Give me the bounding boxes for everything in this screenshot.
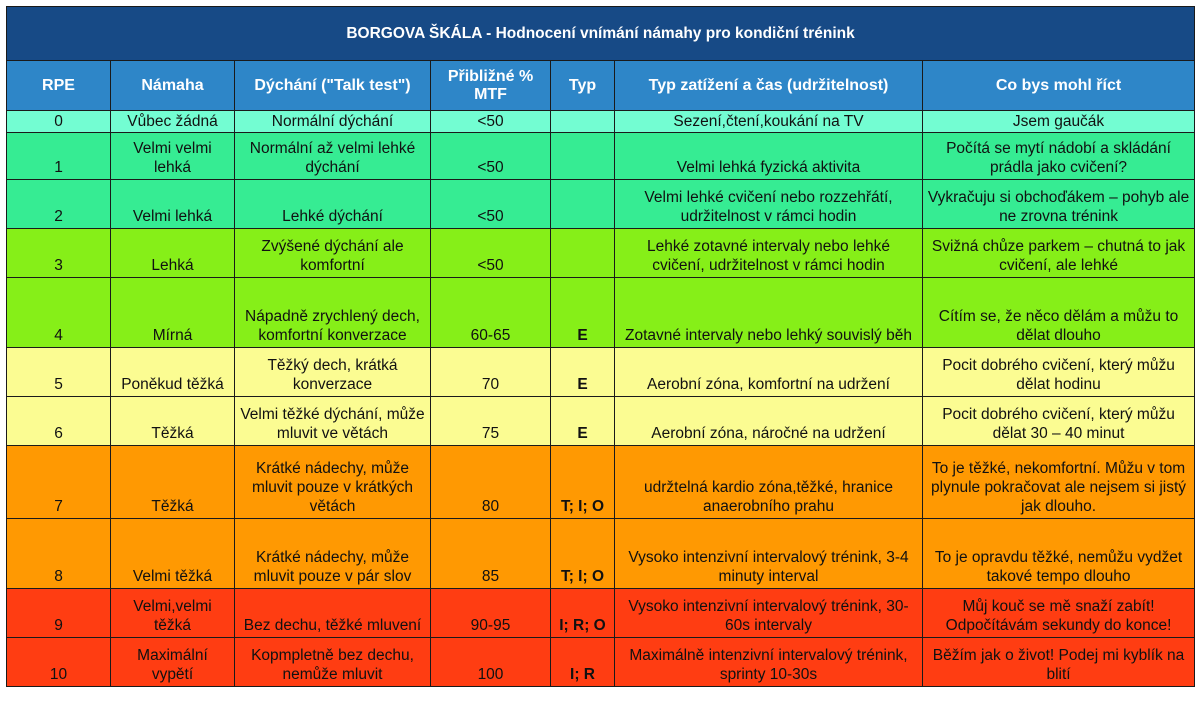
cell-namaha: Velmi,velmi těžká (111, 589, 235, 638)
cell-namaha: Lehká (111, 229, 235, 278)
cell-typ: E (551, 348, 615, 397)
table-row (7, 446, 1195, 519)
header-rpe: RPE (7, 61, 111, 111)
cell-mtf: 90-95 (431, 589, 551, 638)
cell-dychani: Krátké nádechy, může mluvit pouze v krátkých větách (235, 446, 431, 519)
cell-typ (551, 133, 615, 180)
cell-rpe: 6 (7, 397, 111, 446)
table-row (7, 180, 1195, 229)
table-row (7, 278, 1195, 348)
cell-mtf: 80 (431, 446, 551, 519)
cell-rict: Svižná chůze parkem – chutná to jak cvičení, ale lehké (923, 229, 1195, 278)
cell-rict: Počítá se mytí nádobí a skládání prádla jako cvičení? (923, 133, 1195, 180)
cell-rpe: 0 (7, 111, 111, 133)
cell-rpe: 10 (7, 638, 111, 687)
cell-dychani: Nápadně zrychlený dech, komfortní konverzace (235, 278, 431, 348)
cell-rpe: 9 (7, 589, 111, 638)
cell-typ: T; I; O (551, 519, 615, 589)
cell-typ: E (551, 397, 615, 446)
cell-dychani: Velmi těžké dýchání, může mluvit ve větách (235, 397, 431, 446)
cell-mtf: <50 (431, 133, 551, 180)
cell-namaha: Vůbec žádná (111, 111, 235, 133)
cell-typ: T; I; O (551, 446, 615, 519)
cell-rpe: 4 (7, 278, 111, 348)
borg-scale-table (6, 6, 1195, 687)
cell-rpe: 1 (7, 133, 111, 180)
table-row (7, 397, 1195, 446)
cell-mtf: <50 (431, 229, 551, 278)
cell-typ: I; R (551, 638, 615, 687)
cell-mtf: <50 (431, 180, 551, 229)
cell-mtf: 60-65 (431, 278, 551, 348)
cell-rict: Můj kouč se mě snaží zabít! Odpočítávám sekundy do konce! (923, 589, 1195, 638)
cell-zatizeni: Vysoko intenzivní intervalový trénink, 3-4 minuty interval (615, 519, 923, 589)
cell-namaha: Velmi lehká (111, 180, 235, 229)
cell-dychani: Bez dechu, těžké mluvení (235, 589, 431, 638)
cell-mtf: <50 (431, 111, 551, 133)
cell-rpe: 8 (7, 519, 111, 589)
cell-typ (551, 111, 615, 133)
cell-dychani: Krátké nádechy, může mluvit pouze v pár slov (235, 519, 431, 589)
cell-zatizeni: Maximálně intenzivní intervalový trénink, sprinty 10-30s (615, 638, 923, 687)
cell-rpe: 7 (7, 446, 111, 519)
cell-namaha: Velmi těžká (111, 519, 235, 589)
cell-namaha: Maximální vypětí (111, 638, 235, 687)
header-row (7, 61, 1195, 111)
table-row (7, 519, 1195, 589)
cell-typ: E (551, 278, 615, 348)
cell-namaha: Těžká (111, 446, 235, 519)
cell-rict: Pocit dobrého cvičení, který můžu dělat hodinu (923, 348, 1195, 397)
cell-rict: Cítím se, že něco dělám a můžu to dělat dlouho (923, 278, 1195, 348)
cell-rict: Vykračuju si obchoďákem – pohyb ale ne zrovna trénink (923, 180, 1195, 229)
cell-dychani: Těžký dech, krátká konverzace (235, 348, 431, 397)
header-typ: Typ (551, 61, 615, 111)
cell-typ (551, 180, 615, 229)
header-dychani: Dýchání ("Talk test") (235, 61, 431, 111)
table-row (7, 638, 1195, 687)
cell-mtf: 100 (431, 638, 551, 687)
cell-zatizeni: Lehké zotavné intervaly nebo lehké cvičení, udržitelnost v rámci hodin (615, 229, 923, 278)
cell-rict: Běžím jak o život! Podej mi kyblík na blití (923, 638, 1195, 687)
header-namaha: Námaha (111, 61, 235, 111)
cell-zatizeni: udržtelná kardio zóna,těžké, hranice anaerobního prahu (615, 446, 923, 519)
cell-dychani: Zvýšené dýchání ale komfortní (235, 229, 431, 278)
cell-dychani: Kopmpletně bez dechu, nemůže mluvit (235, 638, 431, 687)
cell-zatizeni: Velmi lehká fyzická aktivita (615, 133, 923, 180)
header-zatizeni: Typ zatížení a čas (udržitelnost) (615, 61, 923, 111)
cell-mtf: 85 (431, 519, 551, 589)
table-row (7, 111, 1195, 133)
cell-rpe: 2 (7, 180, 111, 229)
cell-rict: Jsem gaučák (923, 111, 1195, 133)
cell-namaha: Poněkud těžká (111, 348, 235, 397)
cell-rict: To je těžké, nekomfortní. Můžu v tom plynule pokračovat ale nejsem si jistý jak dlouho. (923, 446, 1195, 519)
cell-zatizeni: Aerobní zóna, komfortní na udržení (615, 348, 923, 397)
cell-rpe: 3 (7, 229, 111, 278)
cell-zatizeni: Velmi lehké cvičení nebo rozzehřátí, udržitelnost v rámci hodin (615, 180, 923, 229)
header-mtf: Přibližné % MTF (431, 61, 551, 111)
cell-dychani: Normální až velmi lehké dýchání (235, 133, 431, 180)
table-row (7, 229, 1195, 278)
title-row (7, 7, 1195, 61)
cell-typ (551, 229, 615, 278)
cell-rpe: 5 (7, 348, 111, 397)
header-rict: Co bys mohl říct (923, 61, 1195, 111)
table-row (7, 133, 1195, 180)
cell-dychani: Lehké dýchání (235, 180, 431, 229)
cell-zatizeni: Vysoko intenzivní intervalový trénink, 30-60s intervaly (615, 589, 923, 638)
cell-namaha: Těžká (111, 397, 235, 446)
cell-zatizeni: Zotavné intervaly nebo lehký souvislý běh (615, 278, 923, 348)
cell-rict: Pocit dobrého cvičení, který můžu dělat 30 – 40 minut (923, 397, 1195, 446)
cell-typ: I; R; O (551, 589, 615, 638)
cell-mtf: 75 (431, 397, 551, 446)
cell-namaha: Mírná (111, 278, 235, 348)
table-row (7, 589, 1195, 638)
cell-rict: To je opravdu těžké, nemůžu vydžet takové tempo dlouho (923, 519, 1195, 589)
table-title: BORGOVA ŠKÁLA - Hodnocení vnímání námahy pro kondiční trénink (7, 7, 1195, 61)
cell-zatizeni: Sezení,čtení,koukání na TV (615, 111, 923, 133)
cell-mtf: 70 (431, 348, 551, 397)
cell-namaha: Velmi velmi lehká (111, 133, 235, 180)
cell-dychani: Normální dýchání (235, 111, 431, 133)
table-row (7, 348, 1195, 397)
cell-zatizeni: Aerobní zóna, náročné na udržení (615, 397, 923, 446)
borg-scale-table-container (6, 6, 1194, 687)
